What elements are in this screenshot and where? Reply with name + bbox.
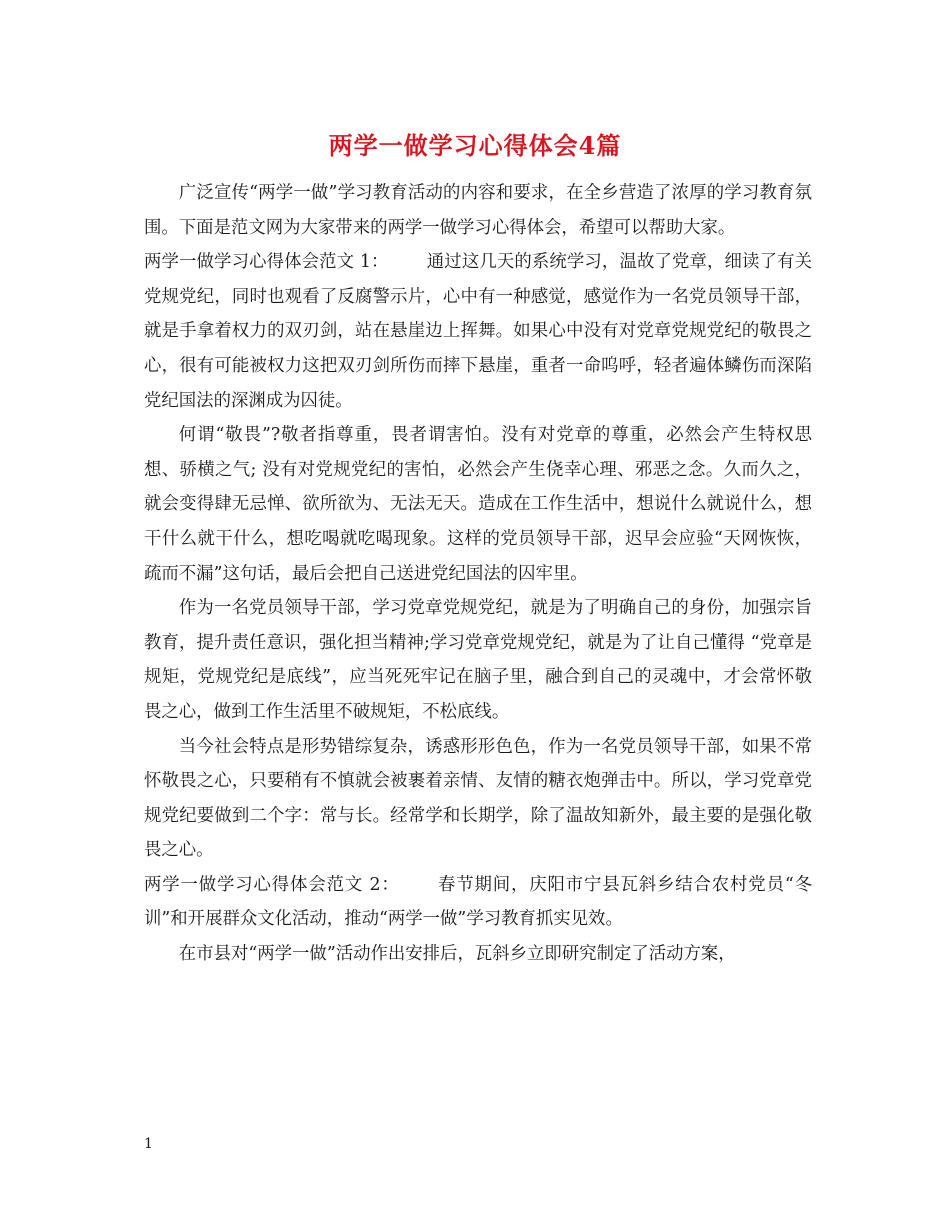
paragraph-social-context: 当今社会特点是形势错综复杂，诱惑形形色色，作为一名党员领导干部，如果不常怀敬畏之心，只要稍有不慎就会被裹着亲情、友情的糖衣炮弹击中。所以，学习党章党规党纪要做到二个字：常与长。经常学和长期学，除了温故知新外，最主要的是强化敬畏之心。 bbox=[144, 736, 812, 861]
paragraph-reverence: 何谓“敬畏”?敬者指尊重，畏者谓害怕。没有对党章的尊重，必然会产生特权思想、骄横之气; 没有对党规党纪的害怕，必然会产生侥幸心理、邪恶之念。久而久之，就会变得肆无忌惮、欲所欲为、无法无天。造成在工作生活中，想说什么就说什么，想干什么就干什么，想吃喝就吃喝现象。这样的党员领导干部，迟早会应验“天网恢恢，疏而不漏”这句话，最后会把自己送进党纪国法的囚牢里。 bbox=[144, 425, 812, 584]
section-2-opening-text: 春节期间，庆阳市宁县瓦斜乡结合农村党员“冬训”和开展群众文化活动，推动“两学一做”学习教育抓实见效。 bbox=[144, 874, 812, 930]
paragraph-leader-duty: 作为一名党员领导干部，学习党章党规党纪，就是为了明确自己的身份，加强宗旨教育，提升责任意识，强化担当精神;学习党章党规党纪，就是为了让自己懂得 “党章是规矩，党规党纪是底线”，应当死死牢记在脑子里，融合到自己的灵魂中，才会常怀敬畏之心，做到工作生活里不破规矩，不松底线。 bbox=[144, 598, 812, 722]
section-heading-1: 两学一做学习心得体会范文 1： bbox=[144, 252, 389, 273]
section-1-first-paragraph bbox=[144, 245, 812, 418]
page-number: 1 bbox=[144, 1136, 153, 1152]
section-1-opening-text: 通过这几天的系统学习，温故了党章，细读了有关党规党纪，同时也观看了反腐警示片，心中有一种感觉，感觉作为一名党员领导干部，就是手拿着权力的双刃剑，站在悬崖边上挥舞。如果心中没有对党章党规党纪的敬畏之心，很有可能被权力这把双刃剑所伤而摔下悬崖，重者一命呜呼，轻者遍体鳞伤而深陷党纪国法的深渊成为囚徒。 bbox=[144, 252, 812, 411]
paragraph-county-arrangement: 在市县对“两学一做”活动作出安排后，瓦斜乡立即研究制定了活动方案， bbox=[178, 944, 736, 965]
intro-paragraph: 广泛宣传“两学一做”学习教育活动的内容和要求，在全乡营造了浓厚的学习教育氛围。下面是范文网为大家带来的两学一做学习心得体会，希望可以帮助大家。 bbox=[144, 183, 812, 238]
section-2-first-paragraph bbox=[144, 868, 812, 937]
section-heading-2: 两学一做学习心得体会范文 2： bbox=[144, 874, 400, 895]
document-body bbox=[144, 176, 812, 972]
document-title: 两学一做学习心得体会4篇 bbox=[328, 131, 622, 160]
